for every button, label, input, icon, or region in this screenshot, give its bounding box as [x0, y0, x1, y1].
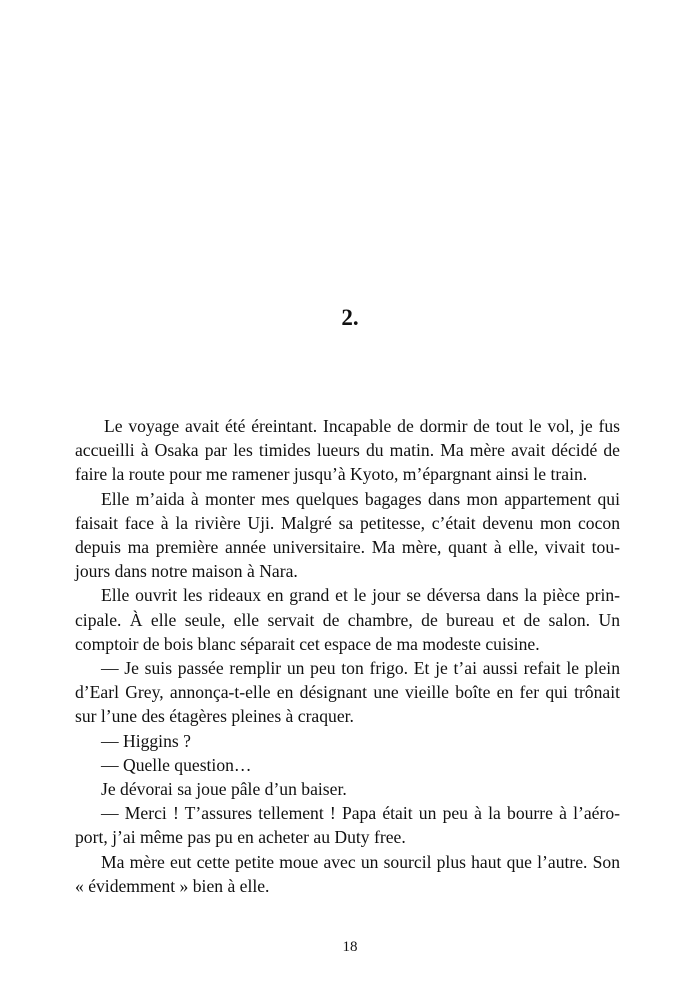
dialogue-line: — Quelle question… — [101, 754, 252, 775]
chapter-heading: 2. — [341, 305, 359, 330]
dialogue-line: — Merci ! T’assures tellement ! Papa était un peu à la bourre à l’aéroport, j’ai même pas pu en acheter au Duty free. — [75, 803, 620, 848]
chapter-body — [75, 414, 620, 898]
dialogue-line: — Higgins ? — [101, 730, 191, 751]
paragraph: Ma mère eut cette petite moue avec un sourcil plus haut que l’autre. Son « évidemment » bien à elle. — [75, 851, 620, 896]
paragraph: Le voyage avait été éreintant. Incapable de dormir de tout le vol, je fus accueilli à Osaka par les timides lueurs du matin. Ma mère avait décidé de faire la route pour me ramener jusqu’à Kyoto, m’épargnant ainsi le train. — [75, 416, 620, 485]
paragraph: Elle m’aida à monter mes quelques bagages dans mon appartement qui faisait face à la rivière Uji. Malgré sa petitesse, c’était devenu mon cocon depuis ma première année universitaire. Ma mère, quant à elle, vivait toujours dans notre maison à Nara. — [75, 488, 620, 582]
page-number: 18 — [342, 939, 358, 955]
paragraph: Elle ouvrit les rideaux en grand et le jour se déversa dans la pièce principale. À elle seule, elle servait de chambre, de bureau et de salon. Un comptoir de bois blanc séparait cet espace de ma modeste cuisine. — [75, 585, 620, 654]
paragraph: Je dévorai sa joue pâle d’un baiser. — [101, 779, 347, 800]
dialogue-line: — Je suis passée remplir un peu ton frigo. Et je t’ai aussi refait le plein d’Earl Grey, annonça-t-elle en désignant une vieille boîte en fer qui trônait sur l’une des étagères pleines à craquer. — [75, 658, 620, 727]
